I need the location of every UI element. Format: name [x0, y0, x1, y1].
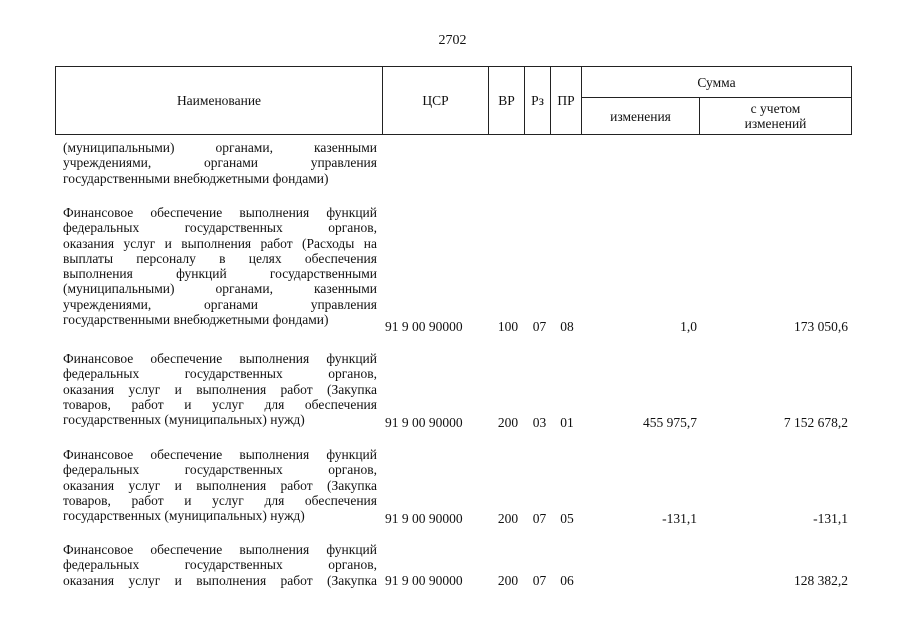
row-1-csr: 91 9 00 90000 — [385, 319, 463, 334]
header-sum: Сумма — [582, 67, 852, 98]
row-2-pr: 01 — [560, 415, 574, 430]
header-with-changes: с учетом изменений — [700, 98, 852, 135]
row-2-vr: 200 — [497, 415, 519, 430]
row-1-change: 1,0 — [680, 319, 697, 334]
row-1-name: Финансовое обеспечение выполнения функций федеральных государственных органов, оказания услуг и выполнения работ (Расходы на выплаты персоналу в целях обеспечения выполнения функций государственными (муниципальными) органами, казенными учреждениями, органами управления государственными внебюджетными фондами) — [63, 205, 377, 328]
row-3-change: -131,1 — [662, 511, 697, 526]
row-1-total: 173 050,6 — [794, 319, 848, 334]
row-2-csr: 91 9 00 90000 — [385, 415, 463, 430]
row-4-name: Финансовое обеспечение выполнения функций федеральных государственных органов, оказания услуг и выполнения работ (Закупка — [63, 542, 377, 588]
header-rz: Рз — [525, 67, 551, 135]
row-2-name: Финансовое обеспечение выполнения функций федеральных государственных органов, оказания услуг и выполнения работ (Закупка товаров, работ и услуг для обеспечения государственных (муниципальных) нужд) — [63, 351, 377, 428]
row-4-csr: 91 9 00 90000 — [385, 573, 463, 588]
row-2-total: 7 152 678,2 — [783, 415, 848, 430]
header-changes: изменения — [582, 98, 700, 135]
row-1-pr: 08 — [560, 319, 574, 334]
row-3-vr: 200 — [497, 511, 519, 526]
row-1-rz: 07 — [532, 319, 547, 334]
row-1-vr: 100 — [497, 319, 519, 334]
row-2-rz: 03 — [532, 415, 547, 430]
header-pr: ПР — [551, 67, 582, 135]
row-3-total: -131,1 — [813, 511, 848, 526]
row-3-csr: 91 9 00 90000 — [385, 511, 463, 526]
page-number: 2702 — [438, 33, 467, 48]
header-vr: ВР — [489, 67, 525, 135]
header-name: Наименование — [56, 67, 383, 135]
row-3-rz: 07 — [532, 511, 547, 526]
row-3-name: Финансовое обеспечение выполнения функций федеральных государственных органов, оказания услуг и выполнения работ (Закупка товаров, работ и услуг для обеспечения государственных (муниципальных) нужд) — [63, 447, 377, 524]
row-4-total: 128 382,2 — [794, 573, 848, 588]
table-header — [55, 66, 852, 135]
row-4-rz: 07 — [532, 573, 547, 588]
row-2-change: 455 975,7 — [643, 415, 697, 430]
row-0-name: (муниципальными) органами, казенными учреждениями, органами управления государственными внебюджетными фондами) — [63, 140, 377, 186]
row-3-pr: 05 — [560, 511, 574, 526]
row-4-vr: 200 — [497, 573, 519, 588]
header-csr: ЦСР — [383, 67, 489, 135]
row-4-pr: 06 — [560, 573, 574, 588]
